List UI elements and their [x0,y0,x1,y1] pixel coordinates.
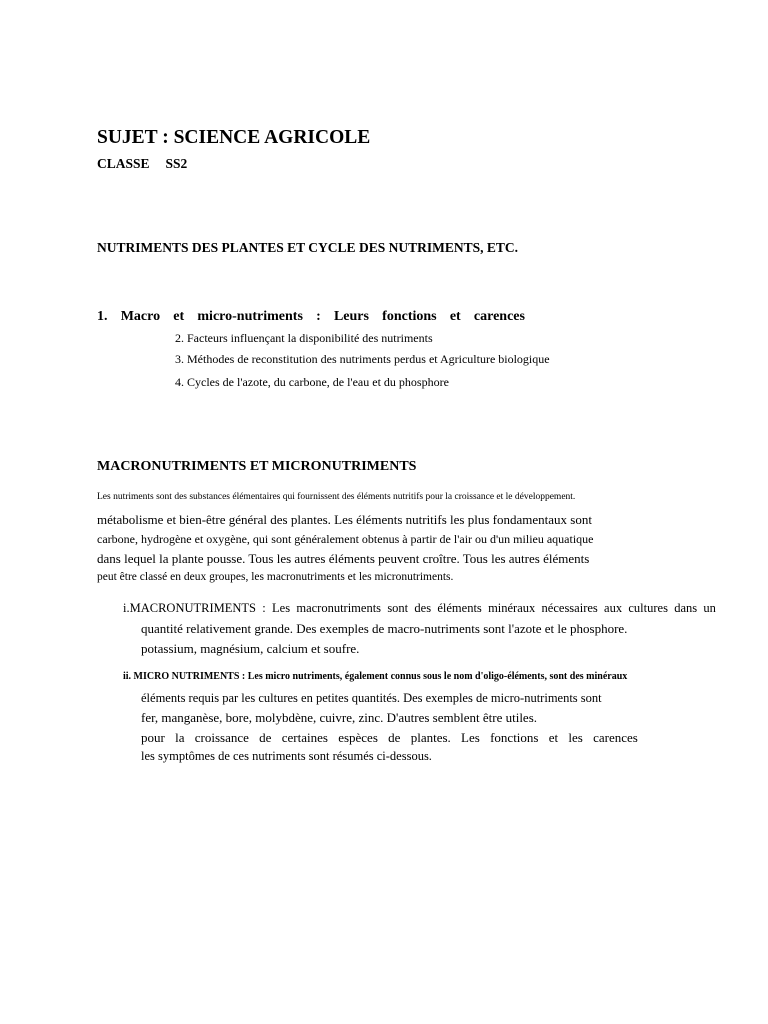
intro-line-5: peut être classé en deux groupes, les macronutriments et les micronutriments. [97,571,454,583]
micronutrients-line-4-word: de [388,730,401,745]
macronutrients-line-1-word: cultures [628,601,668,615]
macronutrients-line-1-word: : [262,601,266,615]
macronutrients-line-1-word: nécessaires [541,601,598,615]
macronutrients-line-1-word: aux [604,601,623,615]
outline-item-1-word: : [316,309,321,324]
macronutrients-line-1-word: sont [387,601,409,615]
micronutrients-line-4-word: de [259,730,272,745]
micronutrients-line-4-word: pour [141,730,165,745]
micronutrients-line-4-word: croissance [194,730,249,745]
macronutrients-line-1-word: dans [674,601,698,615]
outline-item-1-word: et [173,309,185,324]
macronutrients-line-1 [123,601,716,616]
outline-item-3: 3. Méthodes de reconstitution des nutriments perdus et Agriculture biologique [175,352,550,366]
intro-line-2: métabolisme et bien-être général des plantes. Les éléments nutritifs les plus fondamentaux sont [97,512,592,527]
outline-item-2: 2. Facteurs influençant la disponibilité des nutriments [175,331,433,345]
outline-item-1-word: Macro [120,309,161,324]
topic-heading: NUTRIMENTS DES PLANTES ET CYCLE DES NUTRIMENTS, ETC. [97,240,518,255]
macronutrients-line-2: quantité relativement grande. Des exemples de macro-nutriments sont l'azote et le phosphore. [141,621,628,636]
macronutrients-line-1-word: macronutriments [296,601,382,615]
intro-line-1: Les nutriments sont des substances élémentaires qui fournissent des éléments nutritifs pour la croissance et le développement. [97,492,576,502]
outline-item-1-word: carences [473,309,525,324]
micronutrients-line-4 [141,730,638,746]
intro-line-3: carbone, hydrogène et oxygène, qui sont généralement obtenus à partir de l'air ou d'un milieu aquatique [97,532,594,546]
macronutrients-line-1-word: éléments [437,601,482,615]
outline-item-1-word: fonctions [382,309,437,324]
micronutrients-line-4-word: espèces [338,730,378,745]
micronutrients-line-2: éléments requis par les cultures en petites quantités. Des exemples de micro-nutriments sont [141,691,602,705]
micronutrients-line-4-word: Les [461,730,480,745]
class-value: SS2 [165,156,188,171]
micronutrients-line-4-word: les [568,730,583,745]
micronutrients-line-4-word: carences [593,730,638,745]
micronutrients-line-4-word: plantes. [410,730,451,745]
outline-item-1-word: et [449,309,461,324]
outline-item-1-word: 1. [97,309,108,324]
micronutrients-line-4-word: la [175,730,185,745]
micronutrients-line-1: ii. MICRO NUTRIMENTS : Les micro nutriments, également connus sous le nom d'oligo-éléments, sont des minéraux [123,671,628,682]
outline-item-1-word: Leurs [333,309,369,324]
micronutrients-line-5: les symptômes de ces nutriments sont résumés ci-dessous. [141,749,432,763]
outline-item-1-word: micro-nutriments [197,309,303,324]
class-label: CLASSE [97,156,150,171]
outline-item-4: 4. Cycles de l'azote, du carbone, de l'eau et du phosphore [175,375,449,389]
macronutrients-line-1-word: i.MACRONUTRIMENTS [123,601,256,615]
micronutrients-line-4-word: fonctions [490,730,539,745]
subject-title: SUJET : SCIENCE AGRICOLE [97,127,371,148]
micronutrients-line-4-word: certaines [281,730,328,745]
macronutrients-line-1-word: des [414,601,432,615]
section-heading: MACRONUTRIMENTS ET MICRONUTRIMENTS [97,459,417,474]
macronutrients-line-1-word: minéraux [488,601,536,615]
class-line [97,156,187,172]
outline-item-1 [97,309,525,325]
micronutrients-line-4-word: et [548,730,559,745]
intro-line-4: dans lequel la plante pousse. Tous les autres éléments peuvent croître. Tous les autres éléments [97,551,590,566]
macronutrients-line-1-word: Les [272,601,291,615]
micronutrients-line-3: fer, manganèse, bore, molybdène, cuivre, zinc. D'autres semblent être utiles. [141,710,538,725]
macronutrients-line-1-word: un [703,601,716,615]
macronutrients-line-3: potassium, magnésium, calcium et soufre. [141,641,360,656]
